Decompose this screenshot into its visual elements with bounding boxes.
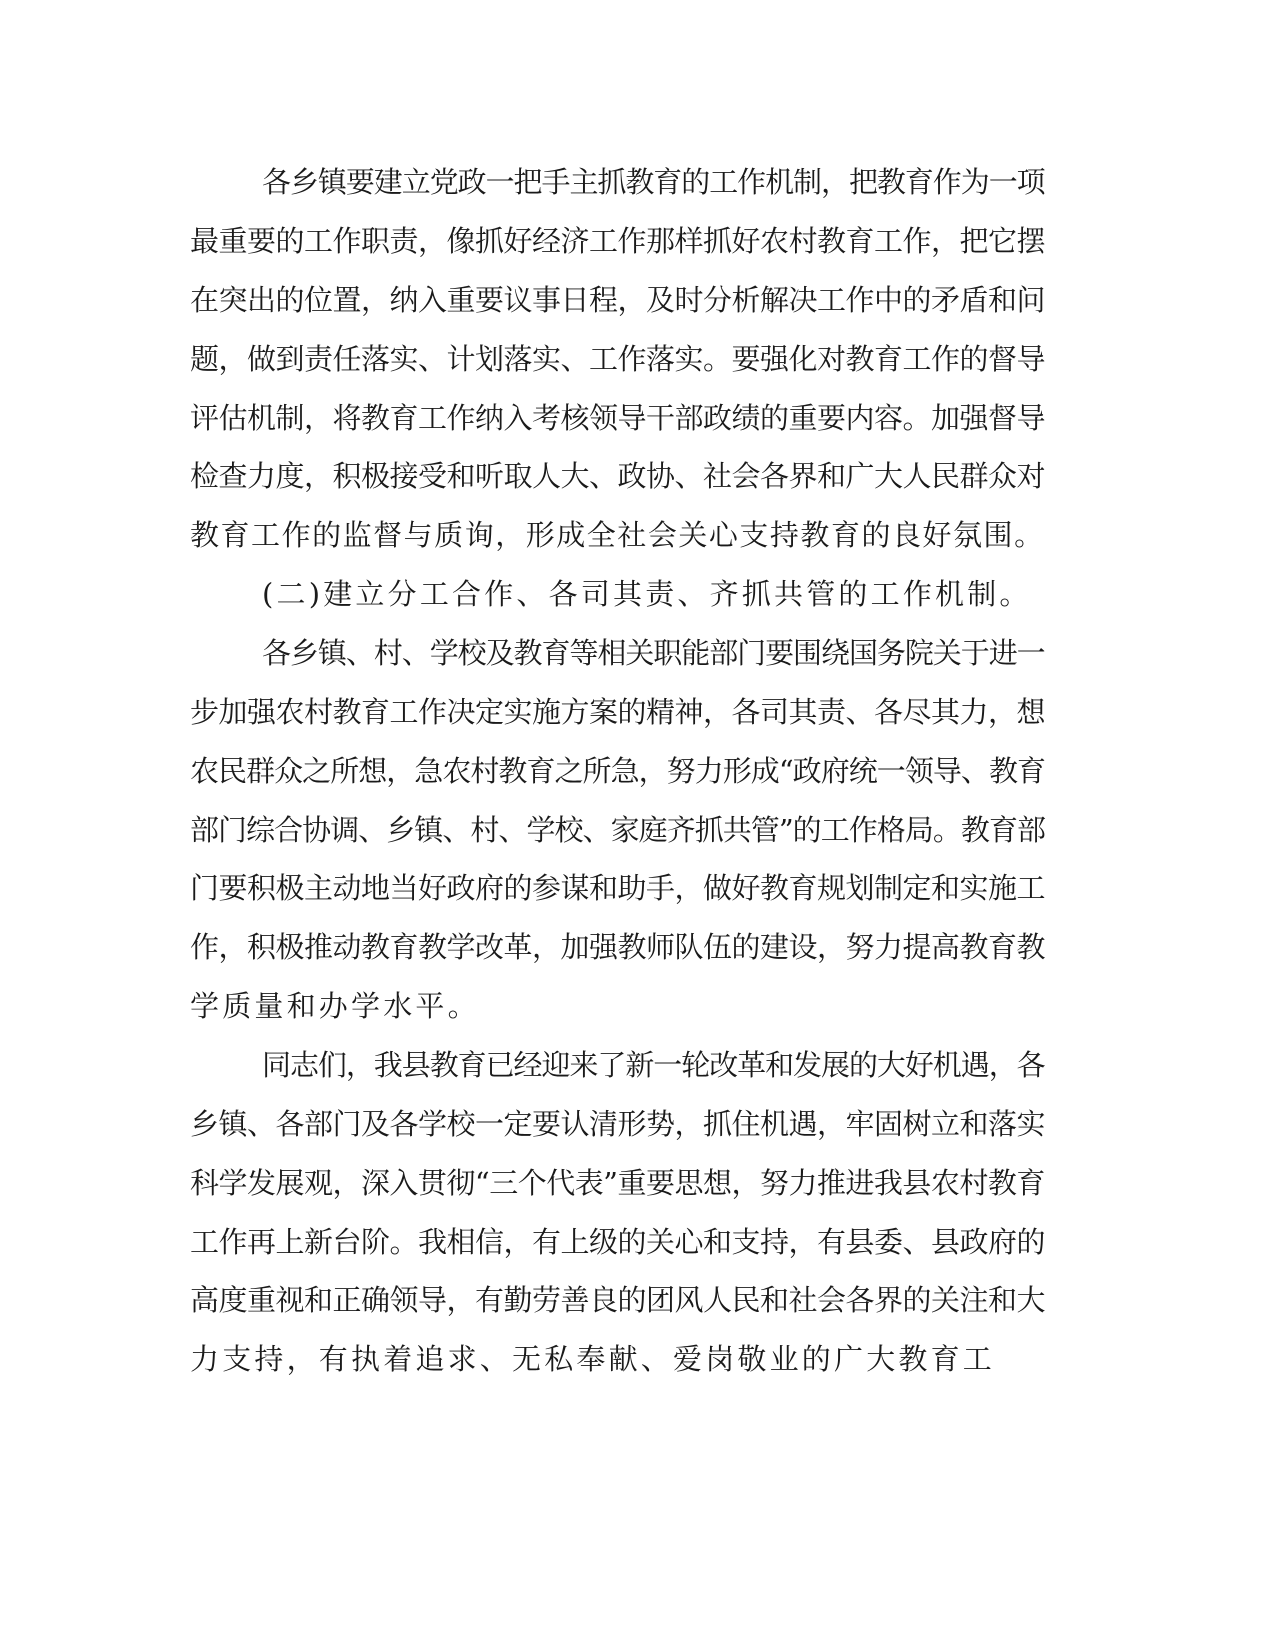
- text-line: 高度重视和正确领导，有勤劳善良的团风人民和社会各界的关注和大: [190, 1283, 1046, 1317]
- text-line: 科学发展观，深入贯彻“三个代表”重要思想，努力推进我县农村教育: [190, 1166, 1045, 1200]
- text-line: 力支持，有执着追求、无私奉献、爱岗敬业的广大教育工: [190, 1342, 996, 1376]
- text-line: 部门综合协调、乡镇、村、学校、家庭齐抓共管”的工作格局。教育部: [190, 813, 1046, 847]
- text-line: 步加强农村教育工作决定实施方案的精神，各司其责、各尽其力，想: [190, 695, 1046, 729]
- text-line: 作，积极推动教育教学改革，加强教师队伍的建设，努力提高教育教: [190, 930, 1046, 964]
- text-line: 在突出的位置，纳入重要议事日程，及时分析解决工作中的矛盾和问: [190, 283, 1046, 317]
- text-line: 工作再上新台阶。我相信，有上级的关心和支持，有县委、县政府的: [190, 1225, 1046, 1259]
- text-line: 各乡镇、村、学校及教育等相关职能部门要围绕国务院关于进一: [262, 636, 1045, 670]
- text-line: 教育工作的监督与质询，形成全社会关心支持教育的良好氛围。: [190, 518, 1045, 552]
- text-line: 各乡镇要建立党政一把手主抓教育的工作机制，把教育作为一项: [262, 165, 1045, 199]
- section-heading: (二)建立分工合作、各司其责、齐抓共管的工作机制。: [262, 577, 1032, 611]
- text-line: 最重要的工作职责，像抓好经济工作那样抓好农村教育工作，把它摆: [190, 224, 1046, 258]
- text-line: 检查力度，积极接受和听取人大、政协、社会各界和广大人民群众对: [190, 459, 1046, 493]
- text-line: 农民群众之所想，急农村教育之所急，努力形成“政府统一领导、教育: [190, 754, 1046, 788]
- text-line: 同志们，我县教育已经迎来了新一轮改革和发展的大好机遇，各: [262, 1048, 1045, 1082]
- text-line: 评估机制，将教育工作纳入考核领导干部政绩的重要内容。加强督导: [190, 401, 1046, 435]
- text-line: 乡镇、各部门及各学校一定要认清形势，抓住机遇，牢固树立和落实: [190, 1107, 1046, 1141]
- text-line: 学质量和办学水平。: [190, 989, 480, 1023]
- text-line: 门要积极主动地当好政府的参谋和助手，做好教育规划制定和实施工: [190, 871, 1046, 905]
- text-line: 题，做到责任落实、计划落实、工作落实。要强化对教育工作的督导: [190, 342, 1046, 376]
